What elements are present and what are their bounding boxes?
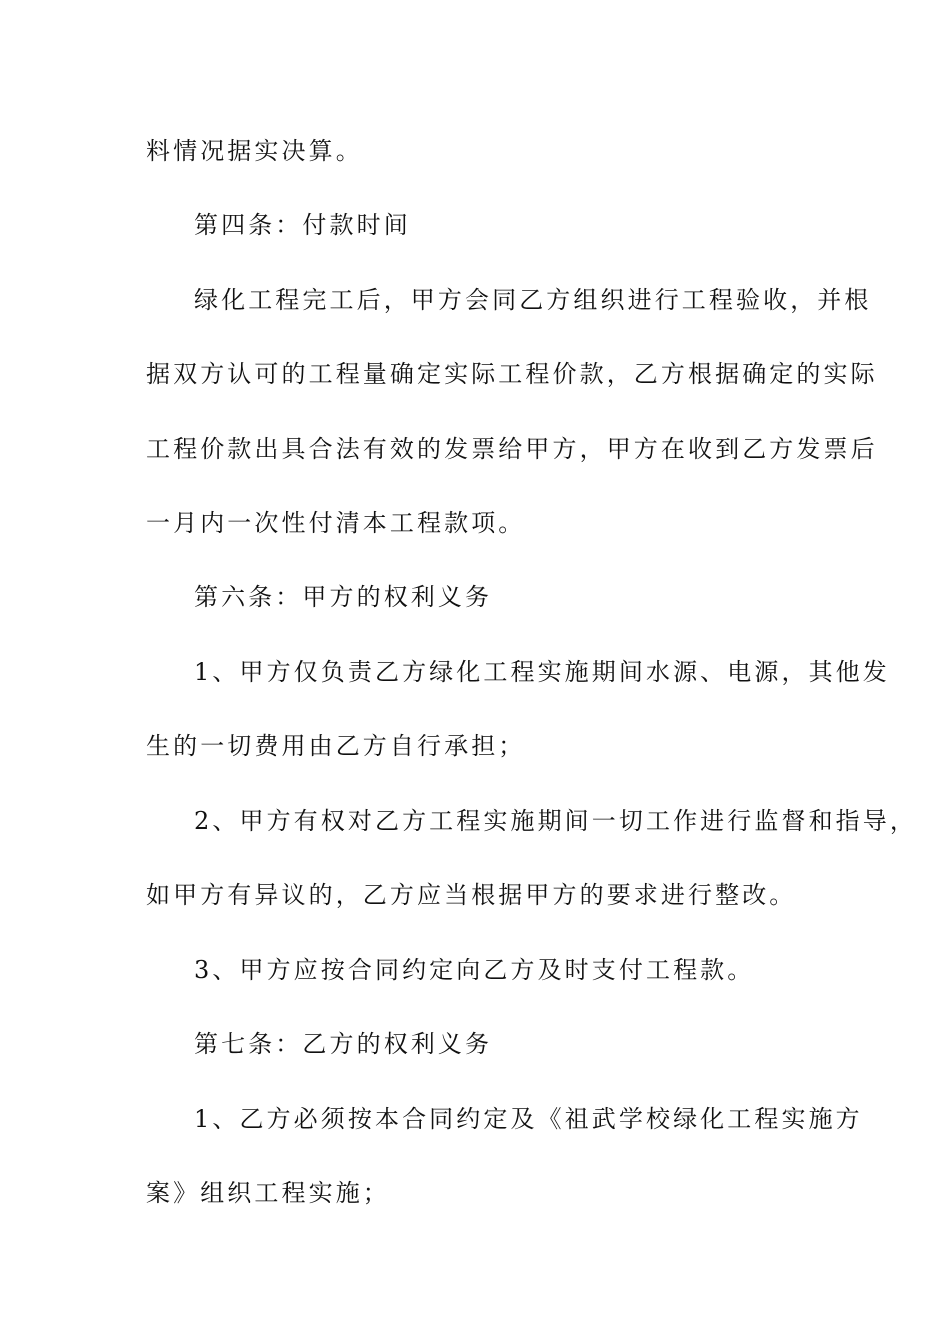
- article-4-paragraph-line: 一月内一次性付清本工程款项。: [146, 509, 526, 537]
- text-line-continuation: 料情况据实决算。: [146, 137, 363, 165]
- article-7-heading: 第七条：乙方的权利义务: [194, 1030, 493, 1058]
- article-4-paragraph-line: 绿化工程完工后，甲方会同乙方组织进行工程验收，并根: [194, 286, 872, 314]
- article-6-item-2-line: 2、甲方有权对乙方工程实施期间一切工作进行监督和指导，: [194, 807, 917, 835]
- article-7-item-1-line: 1、乙方必须按本合同约定及《祖武学校绿化工程实施方: [194, 1105, 863, 1133]
- article-7-item-1-line: 案》组织工程实施；: [146, 1179, 390, 1207]
- article-6-heading: 第六条：甲方的权利义务: [194, 583, 493, 611]
- article-6-item-1-line: 1、甲方仅负责乙方绿化工程实施期间水源、电源，其他发: [194, 658, 890, 686]
- article-4-paragraph-line: 据双方认可的工程量确定实际工程价款，乙方根据确定的实际: [146, 360, 878, 388]
- article-6-item-2-line: 如甲方有异议的，乙方应当根据甲方的要求进行整改。: [146, 881, 797, 909]
- article-6-item-1-line: 生的一切费用由乙方自行承担；: [146, 732, 526, 760]
- article-6-item-3-line: 3、甲方应按合同约定向乙方及时支付工程款。: [194, 956, 755, 984]
- article-4-heading: 第四条：付款时间: [194, 211, 411, 239]
- article-4-paragraph-line: 工程价款出具合法有效的发票给甲方，甲方在收到乙方发票后: [146, 435, 878, 463]
